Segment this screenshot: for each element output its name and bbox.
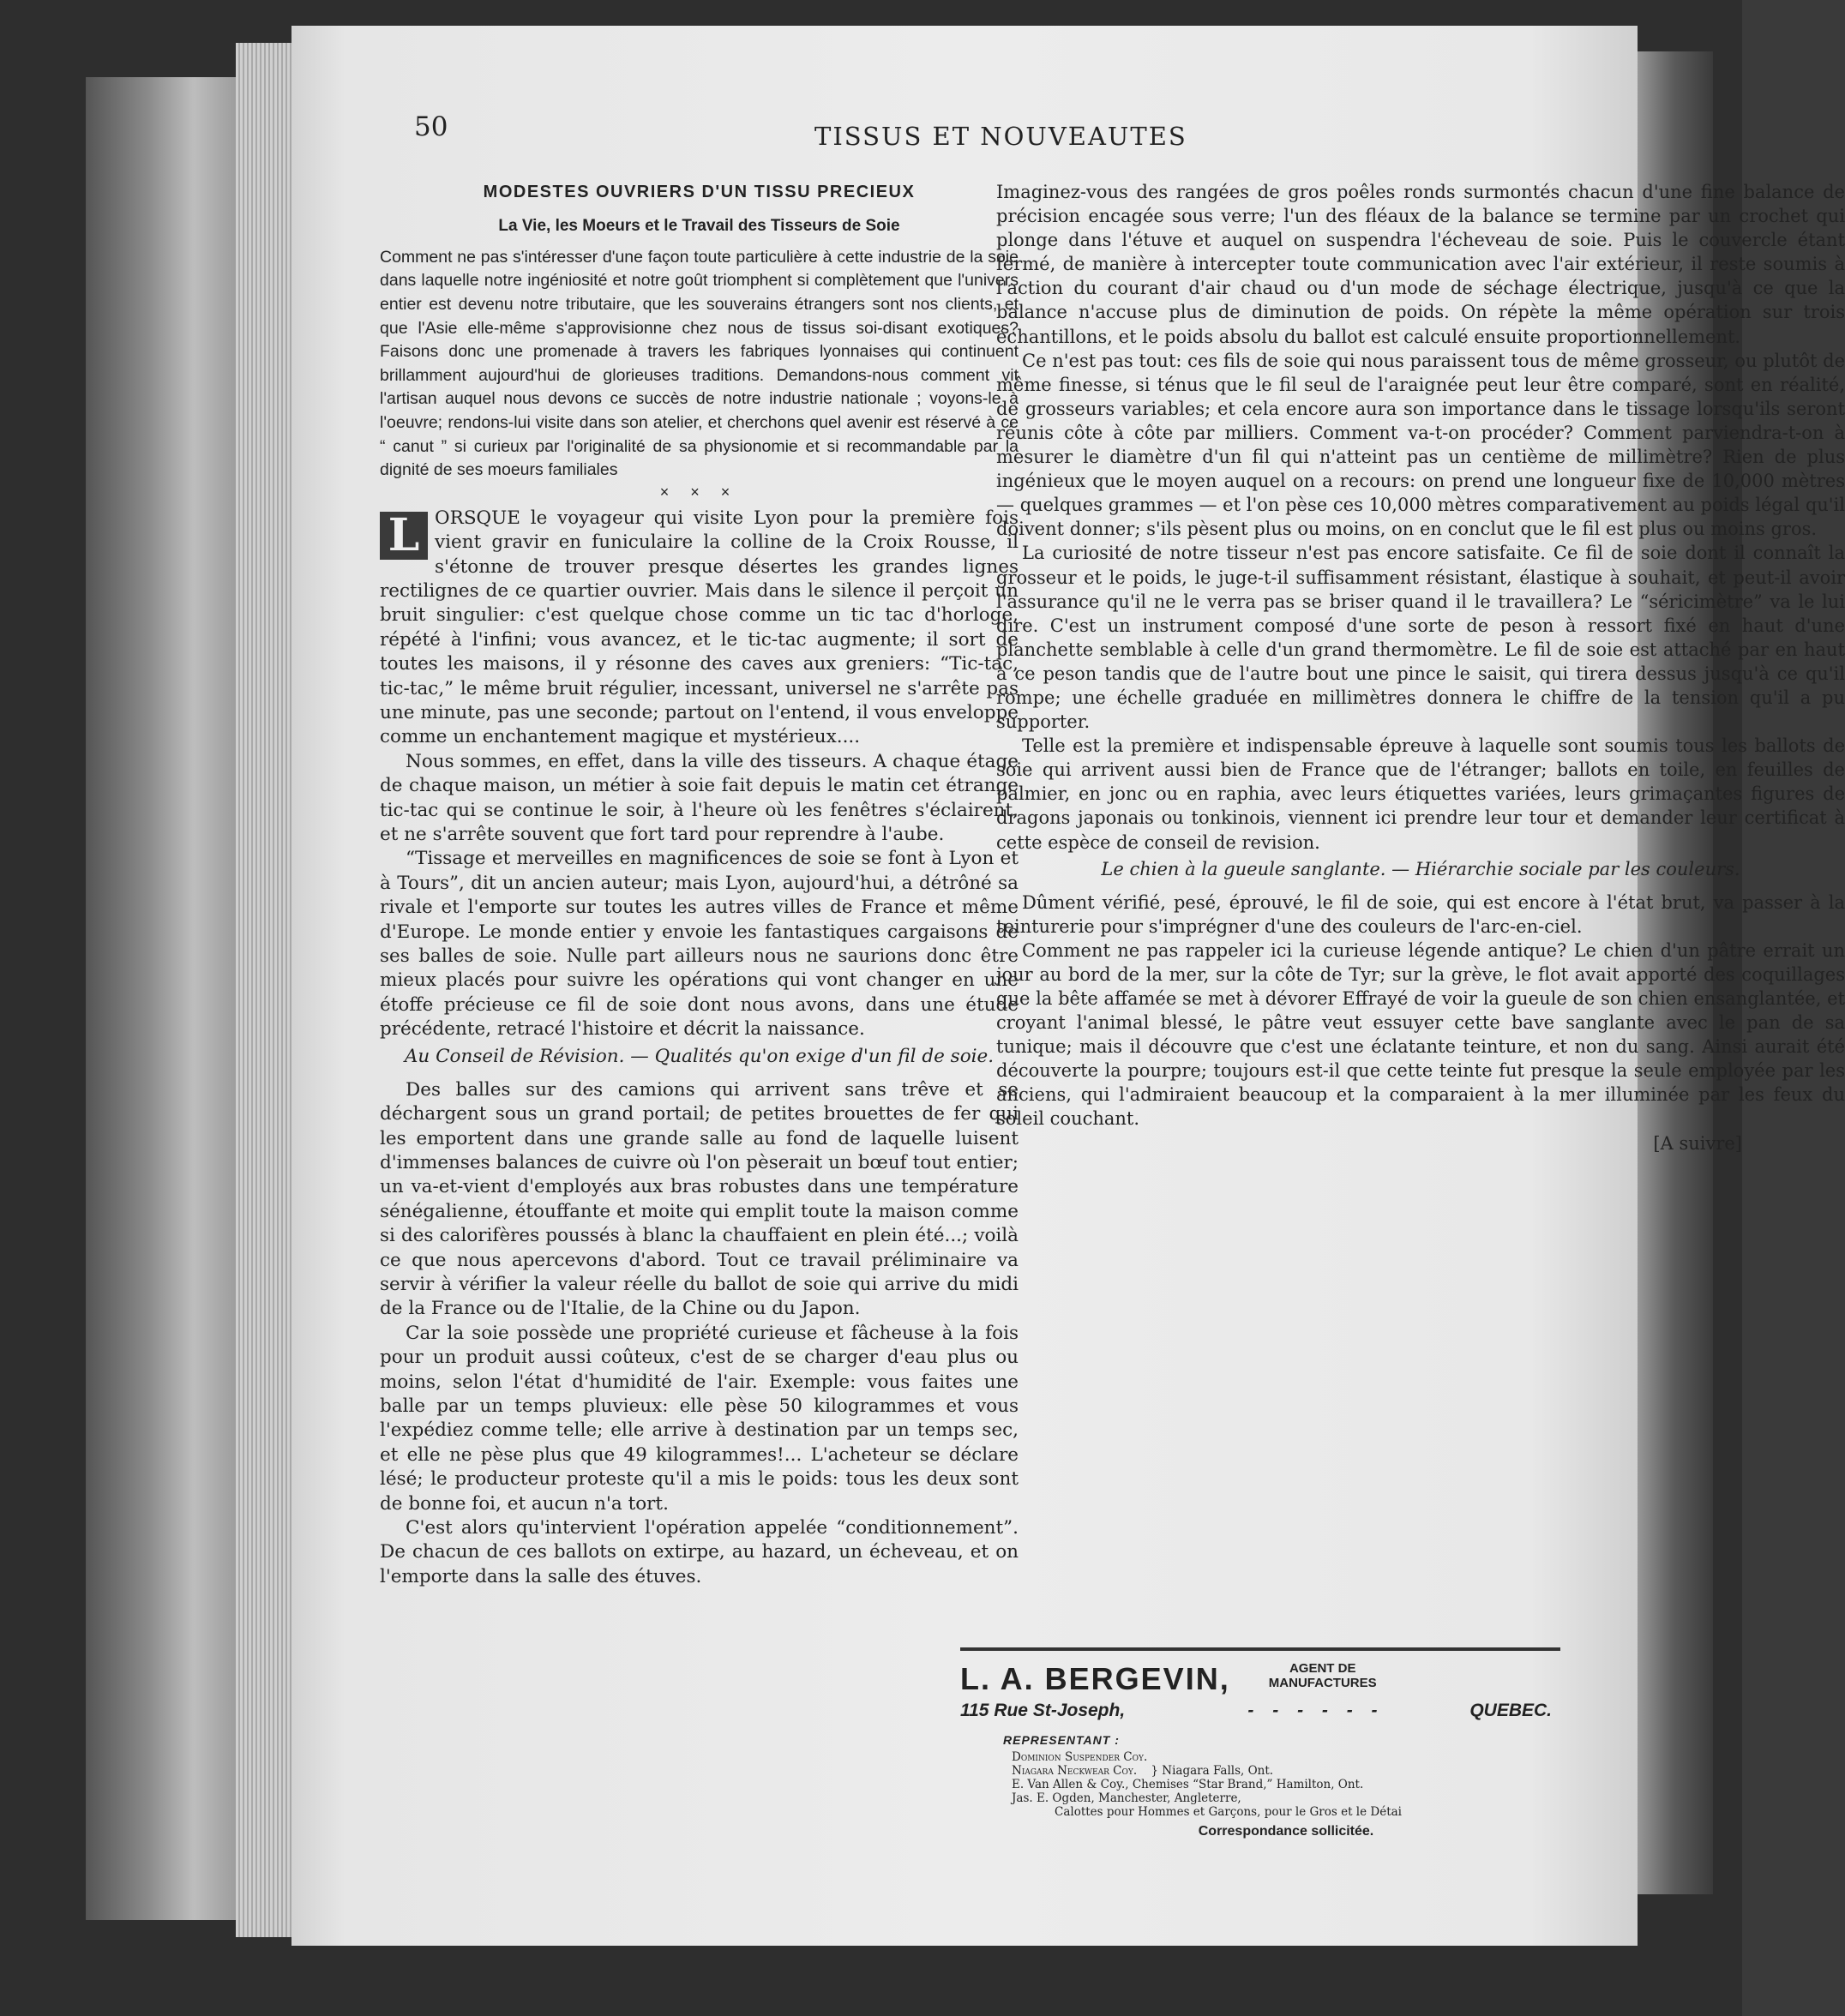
ad-header [960,1661,1560,1697]
ad-role-line: AGENT DE [1289,1661,1356,1676]
ad-address-row [960,1701,1560,1721]
paragraph: C'est alors qu'intervient l'opération appelée “conditionnement”. De chacun de ces ballots on extirpe, au hazard, un écheveau, et on l'emporte dans la salle des étuves. [380,1517,1019,1587]
article-title: MODESTES OUVRIERS D'UN TISSU PRECIEUX [483,183,916,201]
paragraph: Ce n'est pas tout: ces fils de soie qui nous paraissent tous de même grosseur, ou plutôt de même finesse, si ténus que le fil seul de l'araignée peut leur être comparé, sont en réalité, de grosseurs variables; et cela encore aura son importance dans le tissage lorsqu'ils seront réunis côte à côte par milliers. Comment va-t-on procéder? Comment parviendra-t-on à mesurer le diamètre d'un fil qui n'atteint pas un centième de millimètre? Rien de plus ingénieux que le moyen auquel on a recours: on prend une longueur fixe de 10,000 mètres — quelques grammes — et l'on pèse ces 10,000 mètres comparativement au poids légal qu'il doivent donner; s'ils pèsent plus ou moins, on en conclut que le fil est plus ou moins gros. [996,350,1845,540]
book-page-stack [86,77,240,1920]
article-subtitle: La Vie, les Moeurs et le Travail des Tisseurs de Soie [498,217,900,236]
page-number: 50 [414,111,448,142]
left-column [380,180,1019,1589]
paragraph: La curiosité de notre tisseur n'est pas encore satisfaite. Ce fil de soie dont il connaît la grosseur et le poids, le juge-t-il suffisamment résistant, élastique à souhait, et peut-il avoir l'assurance qu'il ne le verra pas se briser quand il le travaillera? Le “séricimètre” va le lui dire. C'est un instrument composé d'une sorte de peson à ressort fixé en haut d'une planchette semblable à celle d'un grand thermomètre. Le fil de soie est attaché par en haut à ce peson tandis que de l'autre bout une pince le saisit, qui tirera dessus jusqu'à ce qu'il rompe; une échelle graduée en millimètres donnera le chiffre de la tension qu'il a pu supporter. [996,543,1845,733]
ad-role-line: MANUFACTURES [1268,1676,1377,1690]
ad-address: 115 Rue St-Joseph, [960,1701,1126,1720]
ad-dashes: - - - - - - [1247,1701,1385,1720]
section-heading: Le chien à la gueule sanglante. — Hiérarchie sociale par les couleurs. [1101,858,1740,879]
paragraph [380,507,1019,750]
ad-top-rule [960,1647,1560,1651]
ad-line: Jas. E. Ogden, Manchester, Angleterre, [1012,1791,1241,1805]
ad-line: Calottes pour Hommes et Garçons, pour le Gros et le Détai [1055,1805,1402,1819]
paragraph: “Tissage et merveilles en magnificences de soie se font à Lyon et à Tours”, dit un ancien auteur; mais Lyon, aujourd'hui, a détrôné sa rivale et l'emporte sur toutes les autres villes de France et même d'Europe. Le monde entier y envoie les fantastiques cargaisons de ses balles de soie. Nulle part ailleurs nous ne saurions donc être mieux placés pour suivre les opérations qui vont changer en une étoffe précieuse ce fil de soie dont nous avons, dans une étude précédente, retracé l'histoire et décrit la naissance. [380,848,1019,1041]
right-column [996,180,1845,1155]
ad-correspondance: Correspondance sollicitée. [1198,1824,1374,1839]
paragraph: Imaginez-vous des rangées de gros poêles ronds surmontés chacun d'une fine balance de précision encagée sous verre; l'un des fléaux de la balance se termine par un crochet qui plonge dans l'étuve et auquel on suspendra l'écheveau de soie. Puis le couvercle étant fermé, de manière à intercepter toute communication avec l'air extérieur, il reste soumis à l'action du courant d'air chaud ou d'un mode de séchage électrique, jusqu'à ce que la balance n'accuse plus de diminution de poids. On répète la même opération sur trois échantillons, et le poids absolu du ballot est calculé ensuite proportionnellement. [996,182,1845,347]
ad-line: E. Van Allen & Coy., Chemises “Star Brand,” Hamilton, Ont. [1012,1778,1364,1791]
paragraph: Comment ne pas rappeler ici la curieuse légende antique? Le chien d'un pâtre errait un jour au bord de la mer, sur la côte de Tyr; sur la grève, le flot avait apporté des coquillages que la bête affamée se met à dévorer Effrayé de voir la gueule de son chien ensanglantée, et croyant l'animal blessé, le pâtre veut essuyer cette bave sanglante avec le pan de sa tunique; mais il découvre que c'est une éclatante teinture, et non du sang. Ainsi aurait été découverte la pourpre; toujours est-il que cette teinte fut presque la seule employée par les anciens, qui l'admiraient beaucoup et la comparaient à la mer illuminée par les feux du soleil couchant. [996,939,1845,1130]
ad-representant-heading: REPRESENTANT : [1003,1733,1120,1747]
ad-company: Dominion Suspender Coy. [1012,1750,1148,1764]
ad-line [1012,1750,1560,1764]
paragraph: Nous sommes, en effet, dans la ville des tisseurs. A chaque étage de chaque maison, un métier à soie fait depuis le matin cet étrange tic-tac qui se continue le soir, à l'heure où les fenêtres s'éclairent, et ne s'arrête souvent que fort tard pour reprendre à l'aube. [380,750,1019,846]
ad-line [1012,1764,1560,1778]
ad-company-name: L. A. BERGEVIN, [960,1661,1230,1696]
advertisement [960,1647,1560,1839]
paragraph: Dûment vérifié, pesé, éprouvé, le fil de soie, qui est encore à l'état brut, va passer à la teinturerie pour s'imprégner d'une des couleurs de l'arc-en-ciel. [996,891,1845,937]
drop-cap: L [380,512,428,560]
continued-note: [A suivre] [1653,1132,1742,1154]
paragraph: Car la soie possède une propriété curieuse et fâcheuse à la fois pour un produit aussi coûteux, c'est de se charger d'eau plus ou moins, selon l'état d'humidité de l'air. Exemple: vous faites une balle par un temps pluvieux: elle pèse 50 kilogrammes et vous l'expédiez comme telle; elle arrive à destination par un temps sec, et elle ne pèse plus que 49 kilogrammes!... L'acheteur se déclare lésé; le producteur proteste qu'il a mis le poids: tous les deux sont de bonne foi, et aucun n'a tort. [380,1322,1019,1515]
ad-city: QUEBEC. [1469,1701,1552,1720]
book-page [291,26,1845,1946]
running-head: TISSUS ET NOUVEAUTES [814,122,1187,151]
paragraph: Des balles sur des camions qui arrivent sans trêve et se déchargent sous un grand portail; de petites brouettes de fer qui les emportent dans une grande salle au fond de laquelle luisent d'immenses balances de cuivre où l'on pèserait un bœuf tout entier; un va-et-vient d'employés aux bras robustes dans une température sénégalienne, étouffante et moite qui emplit toute la maison comme si des calorifères poussés à blanc la chauffaient en plein été...; voilà ce que nous apercevons d'abord. Tout ce travail préliminaire va servir à vérifier la valeur réelle du ballot de soie qui arrive du midi de la France ou de l'Italie, de la Chine ou du Japon. [380,1078,1019,1320]
ad-place: } Niagara Falls, Ont. [1151,1764,1274,1778]
paragraph-text: ORSQUE le voyageur qui visite Lyon pour la première fois vient gravir en funiculaire la colline de la Croix Rousse, il s'étonne de trouver presque désertes les grandes lignes rectilignes de ce quartier ouvrier. Mais dans le silence il perçoit un bruit singulier: c'est quelque chose comme un tic tac d'horloge, répété à l'infini; vous avancez, et le tic-tac augmente; il sort de toutes les maisons, il y résonne des caves aux greniers: “Tic-tac, tic-tac,” le même bruit régulier, incessant, universel ne s'arrête pas une minute, pas une seconde; partout on l'entend, il vous enveloppe comme un enchantement magique et mystérieux.... [380,507,1019,748]
article-intro: Comment ne pas s'intéresser d'une façon toute particulière à cette industrie de la soie dans laquelle notre ingéniosité et notre goût triomphent si complètement que l'univers entier est devenu notre tributaire, que les souverains étrangers sont nos clients, et que l'Asie elle-même s'approvisionne chez nous de tissus soi-disant exotiques? Faisons donc une promenade à travers les fabriques lyonnaises qui continuent brillamment aujourd'hui de glorieuses traditions. Demandons-nous comment vit l'artisan auquel nous devons ce succès de notre industrie nationale ; voyons-le à l'oeuvre; rendons-lui visite dans son atelier, et cherchons quel avenir est réservé à ce “ canut ” si curieux par l'originalité de sa physionomie et si recommandable par la dignité de ses moeurs familiales [380,247,1019,480]
ad-role [1269,1661,1377,1690]
section-separator: × × × [659,483,739,501]
section-heading: Au Conseil de Révision. — Qualités qu'on exige d'un fil de soie. [404,1045,995,1067]
ad-company: Niagara Neckwear Coy. [1012,1764,1138,1778]
paragraph: Telle est la première et indispensable épreuve à laquelle sont soumis tous les ballots de soie qui arrivent aussi bien de France que de l'étranger; ballots en toile, en feuilles de palmier, en jonc ou en raphia, avec leurs étiquettes variées, leurs grimaçantes figures de dragons japonais ou tonkinois, viennent ici prendre leur tour et demander leur certificat à cette espèce de conseil de revision. [996,735,1845,853]
